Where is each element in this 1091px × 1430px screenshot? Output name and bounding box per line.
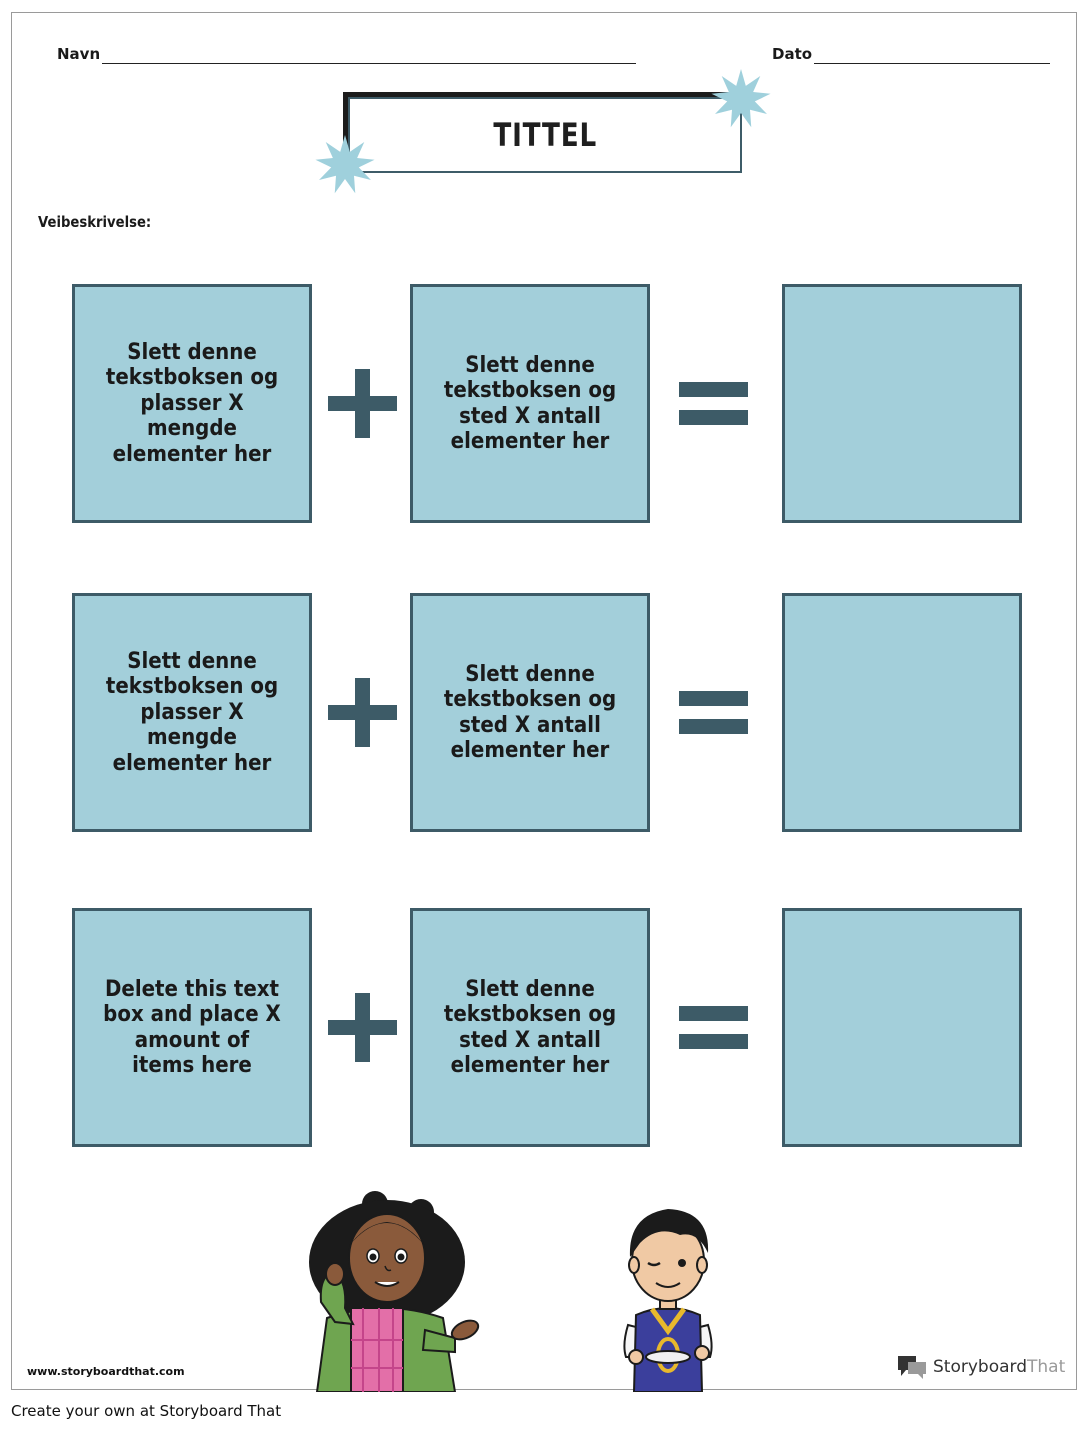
website-url[interactable]: www.storyboardthat.com [27,1365,185,1378]
addend-text: Slett denne tekstboksen og plasser X mengde elementer her [105,339,279,467]
star-icon [710,68,772,130]
title-box[interactable] [348,97,742,173]
date-line[interactable] [814,63,1050,64]
addend-box-2[interactable] [410,593,650,832]
equals-icon [679,1006,748,1049]
page-title: TITTEL [493,116,597,154]
addend-box-2[interactable] [410,284,650,523]
sum-box[interactable] [782,593,1022,832]
addend-text: Slett denne tekstboksen og plasser X mengde elementer her [105,648,279,776]
plus-icon [328,369,397,438]
boy-character-illustration [618,1205,718,1392]
title-frame [343,92,746,176]
equals-icon [679,691,748,734]
plus-icon [328,993,397,1062]
girl-character-illustration [305,1190,480,1392]
create-your-own-link[interactable]: Create your own at Storyboard That [11,1402,282,1420]
name-line[interactable] [102,63,636,64]
name-label: Navn [57,45,101,63]
plus-icon [328,678,397,747]
addend-box-1[interactable] [72,284,312,523]
sum-box[interactable] [782,284,1022,523]
addend-text: Slett denne tekstboksen og sted X antall elementer her [443,352,617,454]
equals-icon [679,382,748,425]
addend-text: Delete this text box and place X amount of items here [103,976,281,1078]
date-label: Dato [772,45,813,63]
addend-text: Slett denne tekstboksen og sted X antall elementer her [443,976,617,1078]
addend-box-1[interactable] [72,593,312,832]
brand-name-part2: That [1027,1357,1066,1377]
speech-bubble-icon [896,1354,928,1380]
addend-box-1[interactable] [72,908,312,1147]
brand-name [933,1357,1065,1377]
instructions-label: Veibeskrivelse: [38,213,152,231]
storyboardthat-logo[interactable] [896,1354,1065,1380]
addend-box-2[interactable] [410,908,650,1147]
addend-text: Slett denne tekstboksen og sted X antall elementer her [443,661,617,763]
sum-box[interactable] [782,908,1022,1147]
star-icon [314,134,376,196]
brand-name-part1: Storyboard [933,1357,1027,1377]
